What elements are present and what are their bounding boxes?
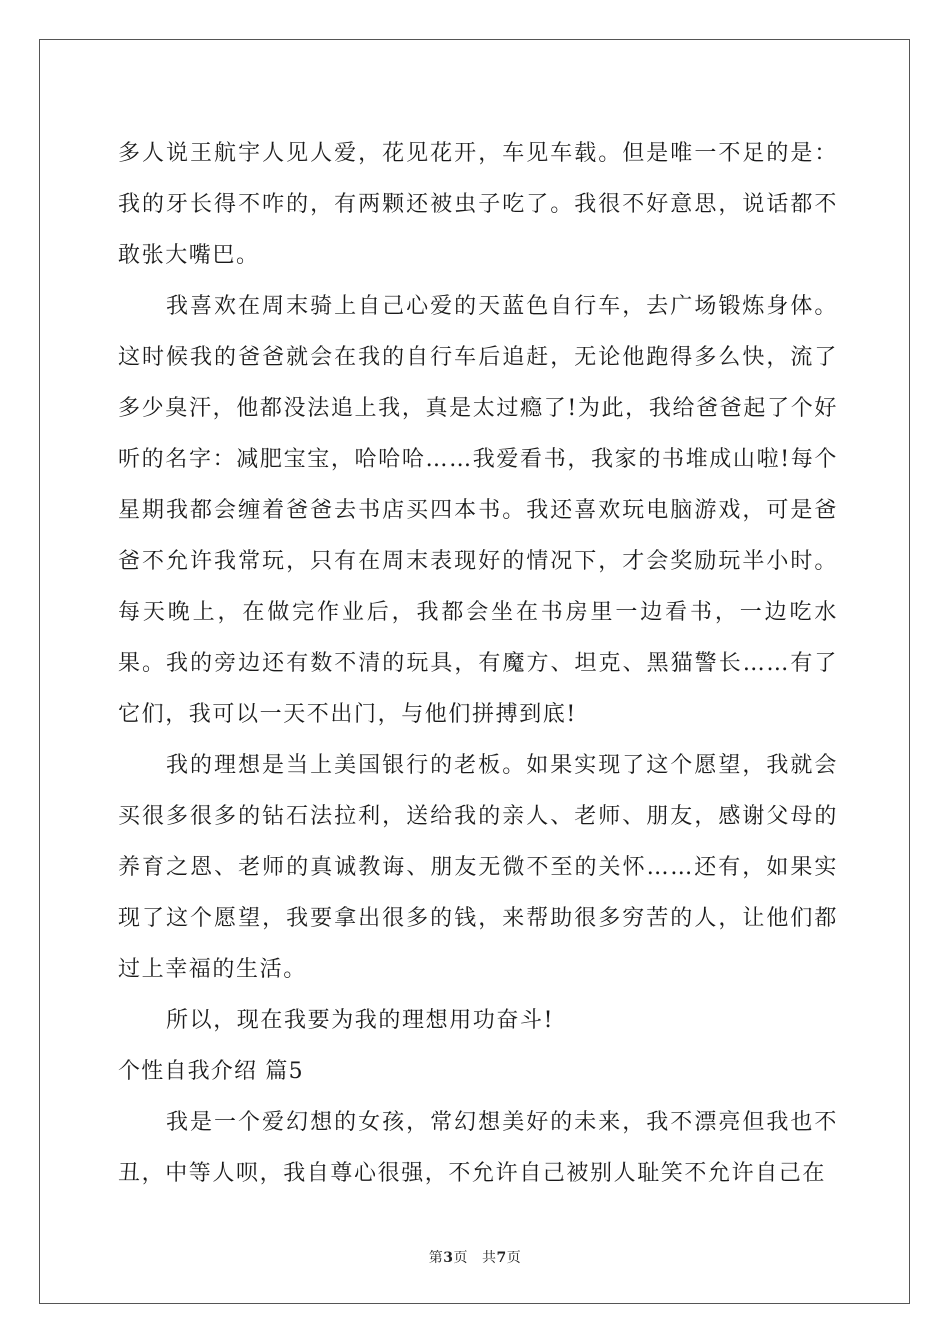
paragraph-2: 我喜欢在周末骑上自己心爱的天蓝色自行车，去广场锻炼身体。这时候我的爸爸就会在我的自行车后追赶，无论他跑得多么快，流了多少臭汗，他都没法追上我，真是太过瘾了!为此，我给爸爸起了个好听的名字：减肥宝宝，哈哈哈……我爱看书，我家的书堆成山啦!每个星期我都会缠着爸爸去书店买四本书。我还喜欢玩电脑游戏，可是爸爸不允许我常玩，只有在周末表现好的情况下，才会奖励玩半小时。每天晚上，在做完作业后，我都会坐在书房里一边看书，一边吃水果。我的旁边还有数不清的玩具，有魔方、坦克、黑猫警长……有了它们，我可以一天不出门，与他们拼搏到底! xyxy=(118,294,838,727)
paragraph-5: 我是一个爱幻想的女孩，常幻想美好的未来，我不漂亮但我也不丑，中等人呗，我自尊心很强，不允许自己被别人耻笑不允许自己在 xyxy=(118,1110,838,1186)
page-footer xyxy=(0,1247,950,1267)
total-pages-number: 7 xyxy=(496,1250,507,1266)
total-label-prefix: 共 xyxy=(482,1250,497,1266)
paragraph-3: 我的理想是当上美国银行的老板。如果实现了这个愿望，我就会买很多很多的钻石法拉利，送给我的亲人、老师、朋友，感谢父母的养育之恩、老师的真诚教诲、朋友无微不至的关怀……还有，如果实现了这个愿望，我要拿出很多的钱，来帮助很多穷苦的人，让他们都过上幸福的生活。 xyxy=(118,753,838,982)
section-heading: 个性自我介绍 篇5 xyxy=(118,1059,304,1084)
paragraph-4: 所以，现在我要为我的理想用功奋斗! xyxy=(166,1008,555,1033)
page-label-suffix: 页 xyxy=(453,1250,468,1266)
total-label-suffix: 页 xyxy=(506,1250,522,1266)
page-label-prefix: 第 xyxy=(428,1250,444,1266)
current-page-number: 3 xyxy=(443,1250,454,1266)
paragraph-1: 多人说王航宇人见人爱，花见花开，车见车载。但是唯一不足的是：我的牙长得不咋的，有两颗还被虫子吃了。我很不好意思，说话都不敢张大嘴巴。 xyxy=(118,141,838,268)
document-body xyxy=(118,128,838,1199)
